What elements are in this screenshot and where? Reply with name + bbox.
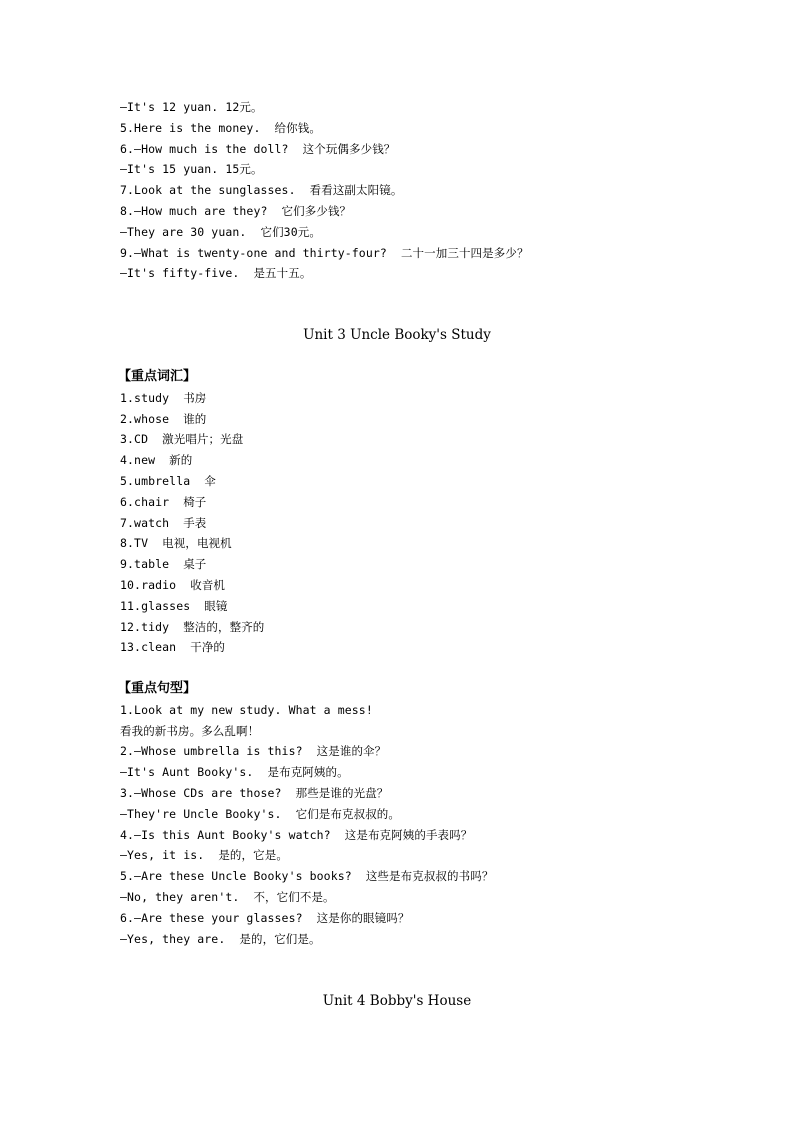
vocab-item: 2.whose 谁的 (120, 411, 207, 426)
vocab-section-title: 【重点词汇】 (118, 369, 197, 384)
sentence-line: —No, they aren't. 不，它们不是。 (120, 889, 335, 904)
sentence-line: —Yes, they are. 是的，它们是。 (120, 931, 321, 946)
text-line: —It's 15 yuan. 15元。 (120, 162, 263, 177)
text-line: —It's 12 yuan. 12元。 (120, 100, 263, 114)
vocab-item: 4.new 新的 (120, 453, 193, 468)
vocab-item: 11.glasses 眼镜 (120, 598, 228, 613)
sentence-line: 5.—Are these Uncle Booky's books? 这些是布克叔叔的书吗？ (120, 869, 494, 884)
vocab-item: 6.chair 椅子 (120, 494, 207, 509)
sentence-line: 看我的新书房。多么乱啊！ (120, 723, 260, 738)
text-line: —It's fifty-five. 是五十五。 (120, 266, 312, 281)
sentence-line: 3.—Whose CDs are those? 那些是谁的光盘？ (120, 785, 389, 800)
text-line: 6.—How much is the doll? 这个玩偶多少钱？ (120, 141, 396, 156)
sentence-line: —Yes, it is. 是的，它是。 (120, 848, 288, 863)
sentence-line: —It's Aunt Booky's. 是布克阿姨的。 (120, 765, 349, 780)
text-line: 9.—What is twenty-one and thirty-four? 二十一加三十四是多少？ (120, 245, 529, 260)
unit3-title: Unit 3 Uncle Booky's Study (303, 327, 491, 343)
vocab-item: 5.umbrella 伞 (120, 473, 216, 488)
vocab-item: 1.study 书房 (120, 390, 207, 405)
vocab-item: 7.watch 手表 (120, 515, 207, 530)
sentence-line: —They're Uncle Booky's. 它们是布克叔叔的。 (120, 806, 400, 821)
sentence-line: 6.—Are these your glasses? 这是你的眼镜吗？ (120, 910, 410, 925)
vocab-item: 13.clean 干净的 (120, 640, 226, 655)
unit3-vocabulary (120, 367, 680, 658)
unit4-title: Unit 4 Bobby's House (322, 993, 472, 1009)
sentence-section-title: 【重点句型】 (118, 681, 197, 696)
vocab-item: 12.tidy 整洁的，整齐的 (120, 619, 265, 634)
vocab-item: 10.radio 收音机 (120, 577, 226, 592)
text-line: —They are 30 yuan. 它们30元。 (120, 224, 321, 239)
vocab-item: 8.TV 电视，电视机 (120, 536, 232, 551)
unit3-sentences (120, 679, 680, 949)
unit2-sentences-continued (120, 97, 680, 284)
vocab-item: 9.table 桌子 (120, 557, 207, 572)
text-line: 8.—How much are they? 它们多少钱？ (120, 203, 352, 218)
sentence-line: 2.—Whose umbrella is this? 这是谁的伞？ (120, 744, 387, 759)
sentence-line: 1.Look at my new study. What a mess! (120, 702, 373, 717)
text-line: 5.Here is the money. 给你钱。 (120, 120, 321, 135)
sentence-line: 4.—Is this Aunt Booky's watch? 这是布克阿姨的手表吗？ (120, 827, 473, 842)
text-line: 7.Look at the sunglasses. 看看这副太阳镜。 (120, 183, 403, 198)
vocab-item: 3.CD 激光唱片；光盘 (120, 432, 244, 447)
